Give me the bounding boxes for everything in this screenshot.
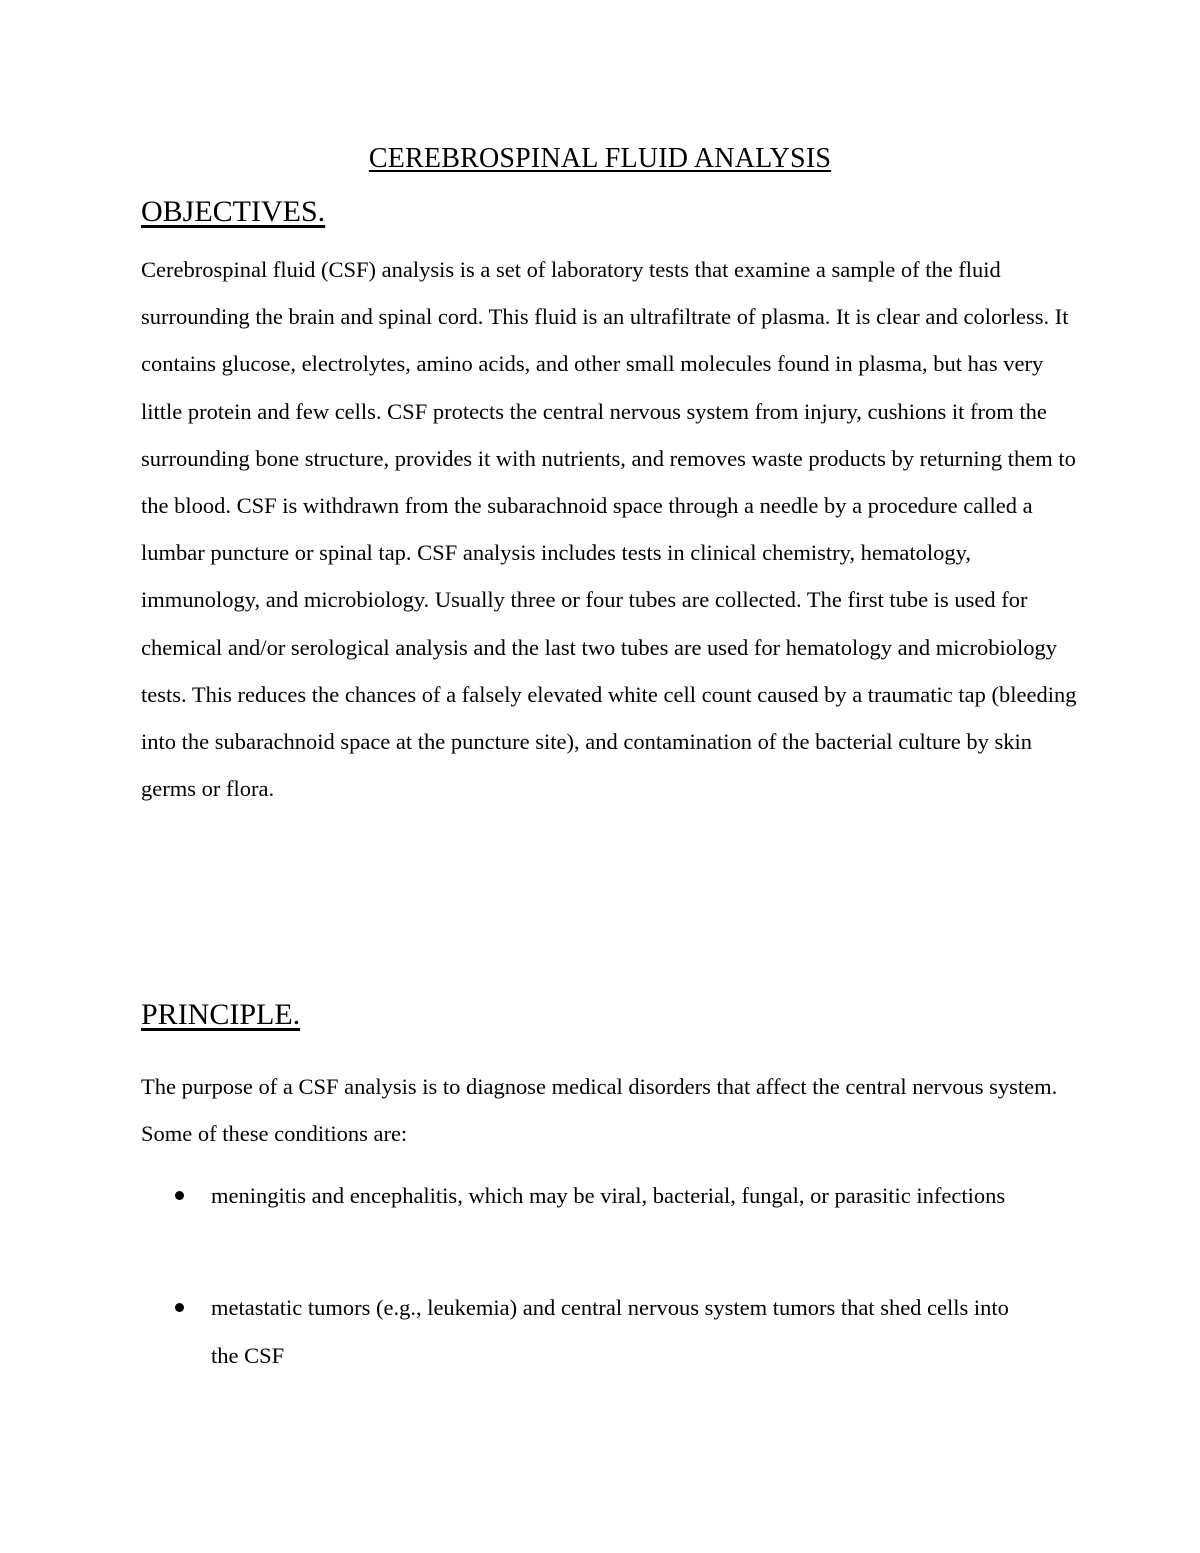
document-title: CEREBROSPINAL FLUID ANALYSIS — [368, 143, 832, 174]
list-item-text: metastatic tumors (e.g., leukemia) and central nervous system tumors that shed cells into the CSF — [211, 1295, 1009, 1368]
bullet-icon — [175, 1191, 184, 1200]
objectives-paragraph: Cerebrospinal fluid (CSF) analysis is a set of laboratory tests that examine a sample of the fluid surrounding the brain and spinal cord. This fluid is an ultrafiltrate of plasma. It is clear and colorless. It contains glucose, electrolytes, amino acids, and other small molecules found in plasma, but has very little protein and few cells. CSF protects the central nervous system from injury, cushions it from the surrounding bone structure, provides it with nutrients, and removes waste products by returning them to the blood. CSF is withdrawn from the subarachnoid space through a needle by a procedure called a lumbar puncture or spinal tap. CSF analysis includes tests in clinical chemistry, hematology, immunology, and microbiology. Usually three or four tubes are collected. The first tube is used for chemical and/or serological analysis and the last two tubes are used for hematology and microbiology tests. This reduces the chances of a falsely elevated white cell count caused by a traumatic tap (bleeding into the subarachnoid space at the puncture site), and contamination of the bacterial culture by skin germs or flora. — [141, 257, 1077, 802]
list-item — [141, 1172, 1041, 1220]
objectives-heading: OBJECTIVES. — [141, 195, 326, 228]
principle-heading: PRINCIPLE. — [141, 998, 301, 1031]
conditions-list-1 — [141, 1172, 1081, 1220]
bullet-icon — [175, 1303, 184, 1312]
conditions-list-2 — [141, 1284, 1081, 1380]
principle-paragraph: The purpose of a CSF analysis is to diagnose medical disorders that affect the central nervous system. Some of these conditions are: — [141, 1074, 1058, 1147]
list-item — [141, 1284, 1041, 1380]
list-item-text: meningitis and encephalitis, which may be viral, bacterial, fungal, or parasitic infections — [211, 1183, 1006, 1208]
